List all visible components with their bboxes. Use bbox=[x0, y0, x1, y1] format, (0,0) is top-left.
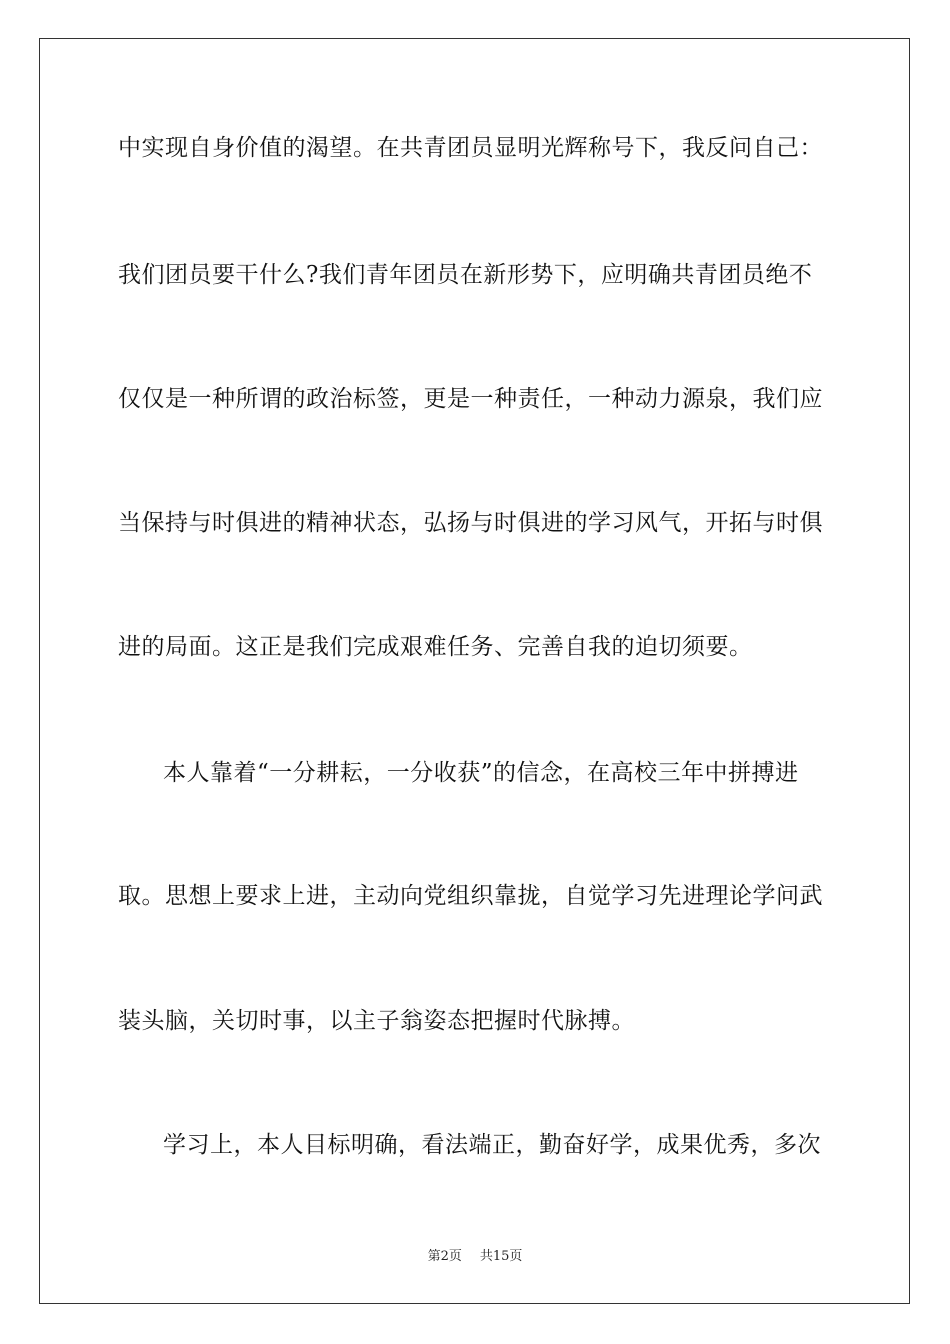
paragraph-first-line: 本人靠着“一分耕耘，一分收获”的信念，在高校三年中拼搏进 bbox=[163, 760, 799, 786]
page-total: 共15页 bbox=[479, 1249, 523, 1264]
page-border bbox=[39, 38, 910, 1304]
paragraph-line: 装头脑，关切时事，以主子翁姿态把握时代脉搏。 bbox=[118, 1008, 635, 1034]
paragraph-line: 当保持与时俱进的精神状态，弘扬与时俱进的学习风气，开拓与时俱 bbox=[118, 510, 823, 536]
paragraph-line: 取。思想上要求上进，主动向党组织靠拢，自觉学习先进理论学问武 bbox=[118, 883, 823, 909]
page-number: 第2页 bbox=[427, 1249, 462, 1264]
paragraph-first-line: 学习上，本人目标明确，看法端正，勤奋好学，成果优秀，多次 bbox=[163, 1132, 821, 1158]
paragraph-line: 仅仅是一种所谓的政治标签，更是一种责任，一种动力源泉，我们应 bbox=[118, 386, 823, 412]
paragraph-line: 进的局面。这正是我们完成艰难任务、完善自我的迫切须要。 bbox=[118, 634, 753, 660]
page-footer bbox=[0, 1248, 950, 1266]
paragraph-line: 我们团员要干什么?我们青年团员在新形势下，应明确共青团员绝不 bbox=[118, 262, 813, 288]
paragraph-line: 中实现自身价值的渴望。在共青团员显明光辉称号下，我反问自己： bbox=[118, 135, 823, 161]
